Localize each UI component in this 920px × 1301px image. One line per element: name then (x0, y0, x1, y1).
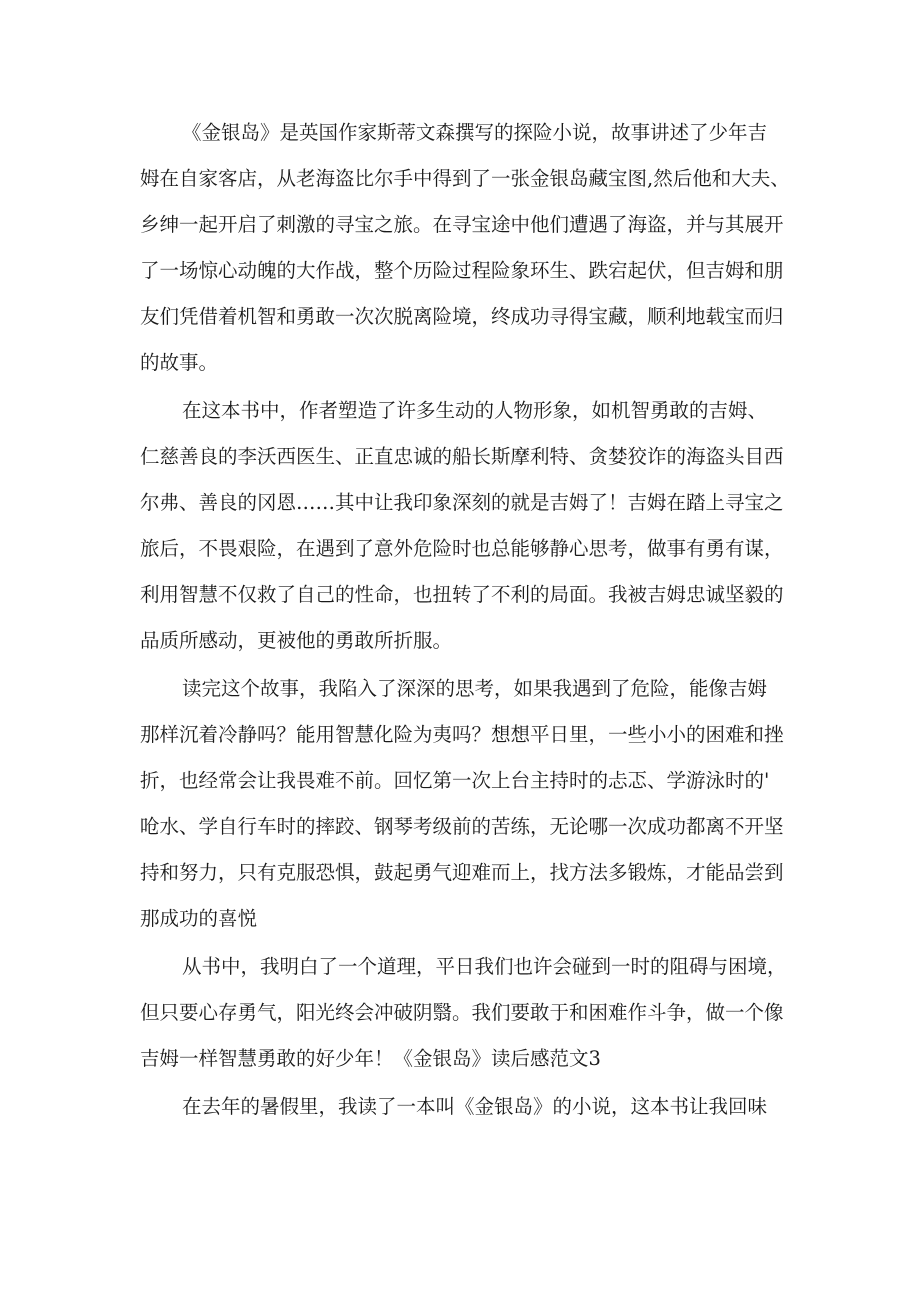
paragraph-1-line-1: 《金银岛》是英国作家斯蒂文森撰写的探险小说，故事讲述了少年吉 (182, 121, 768, 144)
paragraph-2-line-6: 品质所感动，更被他的勇敢所折服。 (140, 629, 453, 652)
paragraph-4-line-3: 吉姆一样智慧勇敢的好少年！《金银岛》读后感范文3 (140, 1047, 601, 1070)
paragraph-2-line-2: 仁慈善良的李沃西医生、正直忠诚的船长斯摩利特、贪婪狡诈的海盗头目西 (140, 445, 784, 468)
paragraph-1-line-2: 姆在自家客店，从老海盗比尔手中得到了一张金银岛藏宝图,然后他和大夫、 (140, 167, 790, 190)
paragraph-3-line-6: 那成功的喜悦 (140, 907, 258, 930)
paragraph-3-line-5: 持和努力，只有克服恐惧，鼓起勇气迎难而上，找方法多锻炼，才能品尝到 (140, 861, 784, 884)
paragraph-2-line-1: 在这本书中，作者塑造了许多生动的人物形象，如机智勇敢的吉姆、 (182, 399, 768, 422)
paragraph-1-line-3: 乡绅一起开启了刺激的寻宝之旅。在寻宝途中他们遭遇了海盗，并与其展开 (140, 213, 784, 236)
paragraph-2-line-3: 尔弗、善良的冈恩……其中让我印象深刻的就是吉姆了！吉姆在踏上寻宝之 (140, 491, 784, 514)
paragraph-3-line-2: 那样沉着冷静吗？能用智慧化险为夷吗？想想平日里，一些小小的困难和挫 (140, 723, 784, 746)
paragraph-3-line-3: 折，也经常会让我畏难不前。回忆第一次上台主持时的忐忑、学游泳时的' (140, 769, 770, 792)
paragraph-3-line-4: 呛水、学自行车时的摔跤、钢琴考级前的苦练，无论哪一次成功都离不开坚 (140, 815, 784, 838)
paragraph-1-line-4: 了一场惊心动魄的大作战，整个历险过程险象环生、跌宕起伏，但吉姆和朋 (140, 259, 784, 282)
paragraph-1-line-6: 的故事。 (140, 351, 219, 374)
paragraph-2-line-5: 利用智慧不仅救了自己的性命，也扭转了不利的局面。我被吉姆忠诚坚毅的 (140, 583, 784, 606)
paragraph-4-line-1: 从书中，我明白了一个道理，平日我们也许会碰到一时的阻碍与困境， (182, 955, 787, 978)
paragraph-2-line-4: 旅后，不畏艰险，在遇到了意外危险时也总能够静心思考，做事有勇有谋， (140, 537, 784, 560)
paragraph-1-line-5: 友们凭借着机智和勇敢一次次脱离险境，终成功寻得宝藏，顺利地载宝而归 (140, 305, 784, 328)
paragraph-5-line-1: 在去年的暑假里，我读了一本叫《金银岛》的小说，这本书让我回味 (182, 1095, 768, 1118)
paragraph-3-line-1: 读完这个故事，我陷入了深深的思考，如果我遇到了危险，能像吉姆 (182, 677, 768, 700)
paragraph-4-line-2: 但只要心存勇气，阳光终会冲破阴翳。我们要敢于和困难作斗争，做一个像 (140, 1001, 784, 1024)
